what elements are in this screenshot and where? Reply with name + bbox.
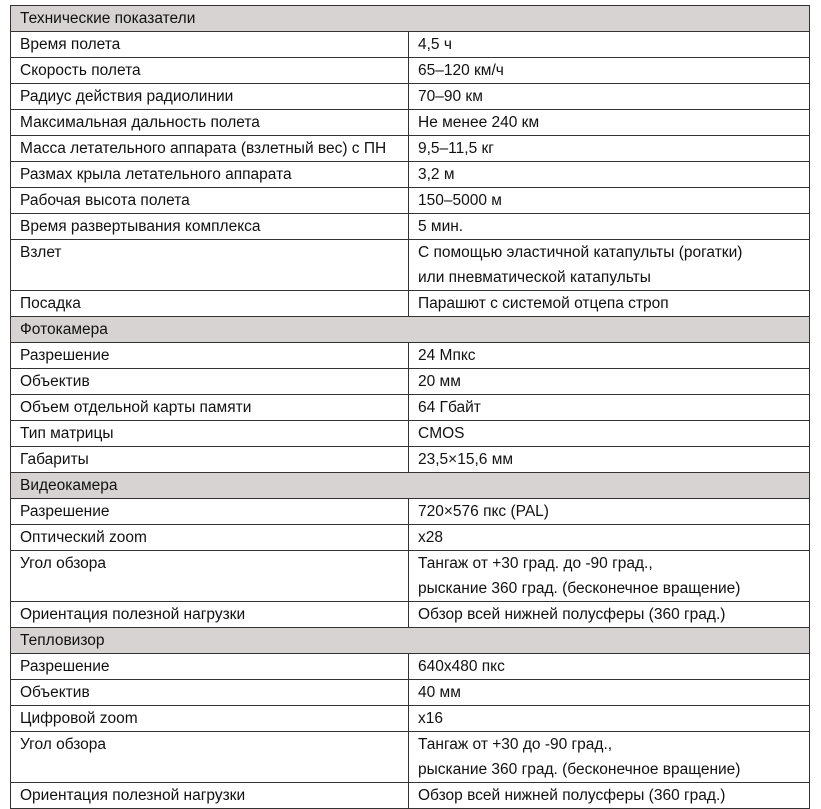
parameter-name: Угол обзора xyxy=(11,551,409,602)
parameter-name: Взлет xyxy=(11,240,409,291)
table-row xyxy=(11,343,810,369)
parameter-value-line: 20 мм xyxy=(418,373,461,390)
parameter-value-line: 4,5 ч xyxy=(418,36,452,53)
parameter-name: Радиус действия радиолинии xyxy=(11,84,409,110)
parameter-name: Объектив xyxy=(11,680,409,706)
parameter-name: Разрешение xyxy=(11,499,409,525)
parameter-value xyxy=(409,369,810,395)
parameter-value xyxy=(409,240,810,291)
table-row xyxy=(11,421,810,447)
parameter-value-line: 24 Мпкс xyxy=(418,347,476,364)
table-row xyxy=(11,84,810,110)
parameter-value-line: 640х480 пкс xyxy=(418,658,505,675)
parameter-value-line: 70–90 км xyxy=(418,88,483,105)
parameter-value-line: 40 мм xyxy=(418,684,461,701)
table-row xyxy=(11,706,810,732)
parameter-name: Время развертывания комплекса xyxy=(11,214,409,240)
parameter-value xyxy=(409,421,810,447)
parameter-name: Время полета xyxy=(11,32,409,58)
table-row xyxy=(11,291,810,317)
parameter-name: Угол обзора xyxy=(11,732,409,783)
parameter-value-line: х28 xyxy=(418,529,443,546)
parameter-name: Максимальная дальность полета xyxy=(11,110,409,136)
parameter-name: Ориентация полезной нагрузки xyxy=(11,602,409,628)
parameter-value-line: х16 xyxy=(418,710,443,727)
parameter-name: Габариты xyxy=(11,447,409,473)
parameter-value-line: Тангаж от +30 град. до -90 град., xyxy=(418,555,653,572)
parameter-value xyxy=(409,706,810,732)
parameter-value-line: 9,5–11,5 кг xyxy=(418,140,494,157)
parameter-name: Объем отдельной карты памяти xyxy=(11,395,409,421)
table-row xyxy=(11,551,810,602)
table-row xyxy=(11,58,810,84)
table-row xyxy=(11,240,810,291)
table-row xyxy=(11,447,810,473)
parameter-value-line: Тангаж от +30 до -90 град., xyxy=(418,736,613,753)
parameter-name: Оптический zoom xyxy=(11,525,409,551)
parameter-value xyxy=(409,188,810,214)
table-row xyxy=(11,188,810,214)
parameter-value-line: 64 Гбайт xyxy=(418,399,481,416)
parameter-value xyxy=(409,395,810,421)
section-title: Фотокамера xyxy=(11,317,810,343)
table-row xyxy=(11,680,810,706)
table-row xyxy=(11,602,810,628)
section-title: Видеокамера xyxy=(11,473,810,499)
parameter-value xyxy=(409,136,810,162)
parameter-value xyxy=(409,732,810,783)
parameter-name: Масса летательного аппарата (взлетный вес) с ПН xyxy=(11,136,409,162)
section-title: Тепловизор xyxy=(11,628,810,654)
parameter-name: Разрешение xyxy=(11,654,409,680)
parameter-value-line: 720×576 пкс (PAL) xyxy=(418,503,549,520)
specifications-table xyxy=(10,5,810,809)
table-row xyxy=(11,162,810,188)
parameter-value xyxy=(409,214,810,240)
parameter-value xyxy=(409,447,810,473)
parameter-name: Ориентация полезной нагрузки xyxy=(11,783,409,809)
parameter-name: Тип матрицы xyxy=(11,421,409,447)
parameter-value xyxy=(409,162,810,188)
parameter-name: Рабочая высота полета xyxy=(11,188,409,214)
parameter-value xyxy=(409,783,810,809)
table-row xyxy=(11,525,810,551)
table-row xyxy=(11,136,810,162)
parameter-value xyxy=(409,680,810,706)
section-header-row xyxy=(11,317,810,343)
parameter-value-line: С помощью эластичной катапульты (рогатки) xyxy=(418,244,743,261)
parameter-value-line: 5 мин. xyxy=(418,218,464,235)
parameter-value-line: 65–120 км/ч xyxy=(418,62,504,79)
parameter-name: Разрешение xyxy=(11,343,409,369)
table-row xyxy=(11,110,810,136)
parameter-value-line: рыскание 360 град. (бесконечное вращение) xyxy=(418,580,741,597)
table-row xyxy=(11,32,810,58)
section-title: Технические показатели xyxy=(11,6,810,32)
section-header-row xyxy=(11,473,810,499)
parameter-value xyxy=(409,291,810,317)
parameter-value xyxy=(409,32,810,58)
table-row xyxy=(11,499,810,525)
section-header-row xyxy=(11,6,810,32)
parameter-value xyxy=(409,343,810,369)
parameter-name: Объектив xyxy=(11,369,409,395)
section-header-row xyxy=(11,628,810,654)
parameter-value-line: Обзор всей нижней полусферы (360 град.) xyxy=(418,606,726,623)
parameter-value xyxy=(409,58,810,84)
parameter-name: Размах крыла летательного аппарата xyxy=(11,162,409,188)
table-row xyxy=(11,214,810,240)
table-row xyxy=(11,732,810,783)
parameter-name: Посадка xyxy=(11,291,409,317)
parameter-value xyxy=(409,499,810,525)
parameter-name: Скорость полета xyxy=(11,58,409,84)
parameter-value xyxy=(409,525,810,551)
parameter-value-line: или пневматической катапульты xyxy=(418,269,651,286)
parameter-name: Цифровой zoom xyxy=(11,706,409,732)
specifications-table-body xyxy=(11,6,810,809)
parameter-value-line: рыскание 360 град. (бесконечное вращение) xyxy=(418,761,741,778)
table-row xyxy=(11,654,810,680)
table-row xyxy=(11,369,810,395)
table-row xyxy=(11,783,810,809)
parameter-value-line: Парашют с системой отцепа строп xyxy=(418,295,669,312)
parameter-value xyxy=(409,110,810,136)
parameter-value-line: Обзор всей нижней полусферы (360 град.) xyxy=(418,787,726,804)
parameter-value xyxy=(409,602,810,628)
parameter-value-line: 23,5×15,6 мм xyxy=(418,451,514,468)
parameter-value xyxy=(409,84,810,110)
parameter-value-line: 150–5000 м xyxy=(418,192,502,209)
parameter-value-line: Не менее 240 км xyxy=(418,114,540,131)
parameter-value xyxy=(409,551,810,602)
parameter-value xyxy=(409,654,810,680)
table-row xyxy=(11,395,810,421)
parameter-value-line: CMOS xyxy=(418,425,465,442)
parameter-value-line: 3,2 м xyxy=(418,166,455,183)
